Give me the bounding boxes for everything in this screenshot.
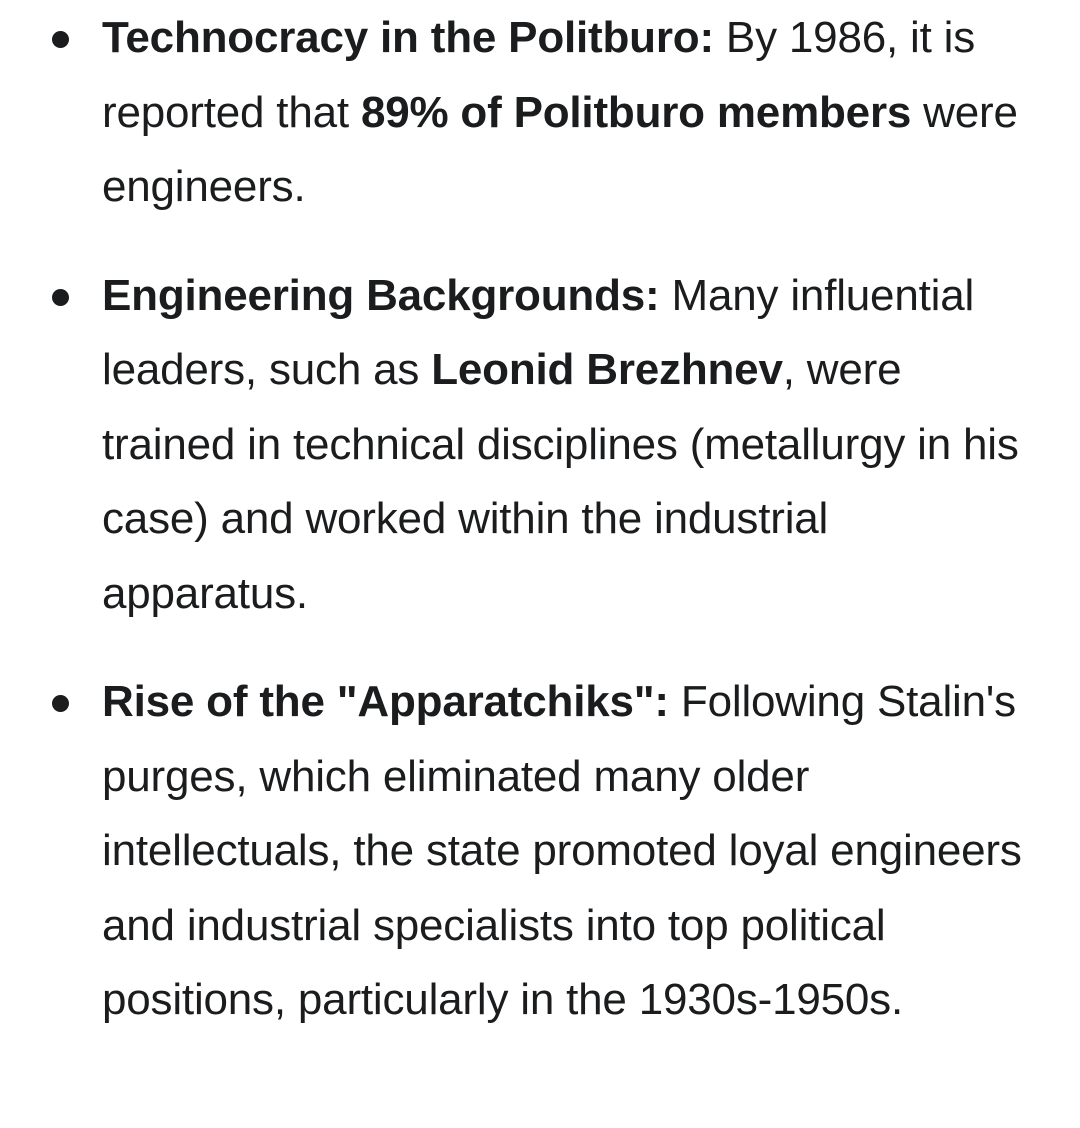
item-text: By 1986, it is reported that — [102, 13, 976, 137]
bullet-point-icon — [52, 695, 69, 712]
list-item — [0, 259, 1080, 632]
item-text: were engineers. — [102, 87, 1018, 211]
item-heading: Technocracy in the Politburo: — [102, 13, 714, 62]
item-text: Following Stalin's purges, which eliminated many older intellectuals, the state promoted loyal engineers and industrial specialists into top political positions, particularly in the 1930s-1950s. — [102, 677, 1022, 1024]
bullet-point-icon — [52, 31, 69, 48]
list-item — [0, 665, 1080, 1038]
bullet-point-icon — [52, 289, 69, 306]
item-heading: Rise of the "Apparatchiks": — [102, 677, 669, 726]
item-heading: Engineering Backgrounds: — [102, 270, 660, 320]
bullet-list — [0, 1, 1080, 1038]
item-emphasis: Leonid Brezhnev — [431, 345, 783, 394]
item-text: , were trained in technical disciplines (metallurgy in his case) and worked within the industrial apparatus. — [102, 345, 1019, 618]
item-text: Many influential leaders, such as — [102, 270, 975, 394]
list-item — [0, 1, 1080, 225]
item-emphasis: 89% of Politburo members — [360, 87, 912, 137]
